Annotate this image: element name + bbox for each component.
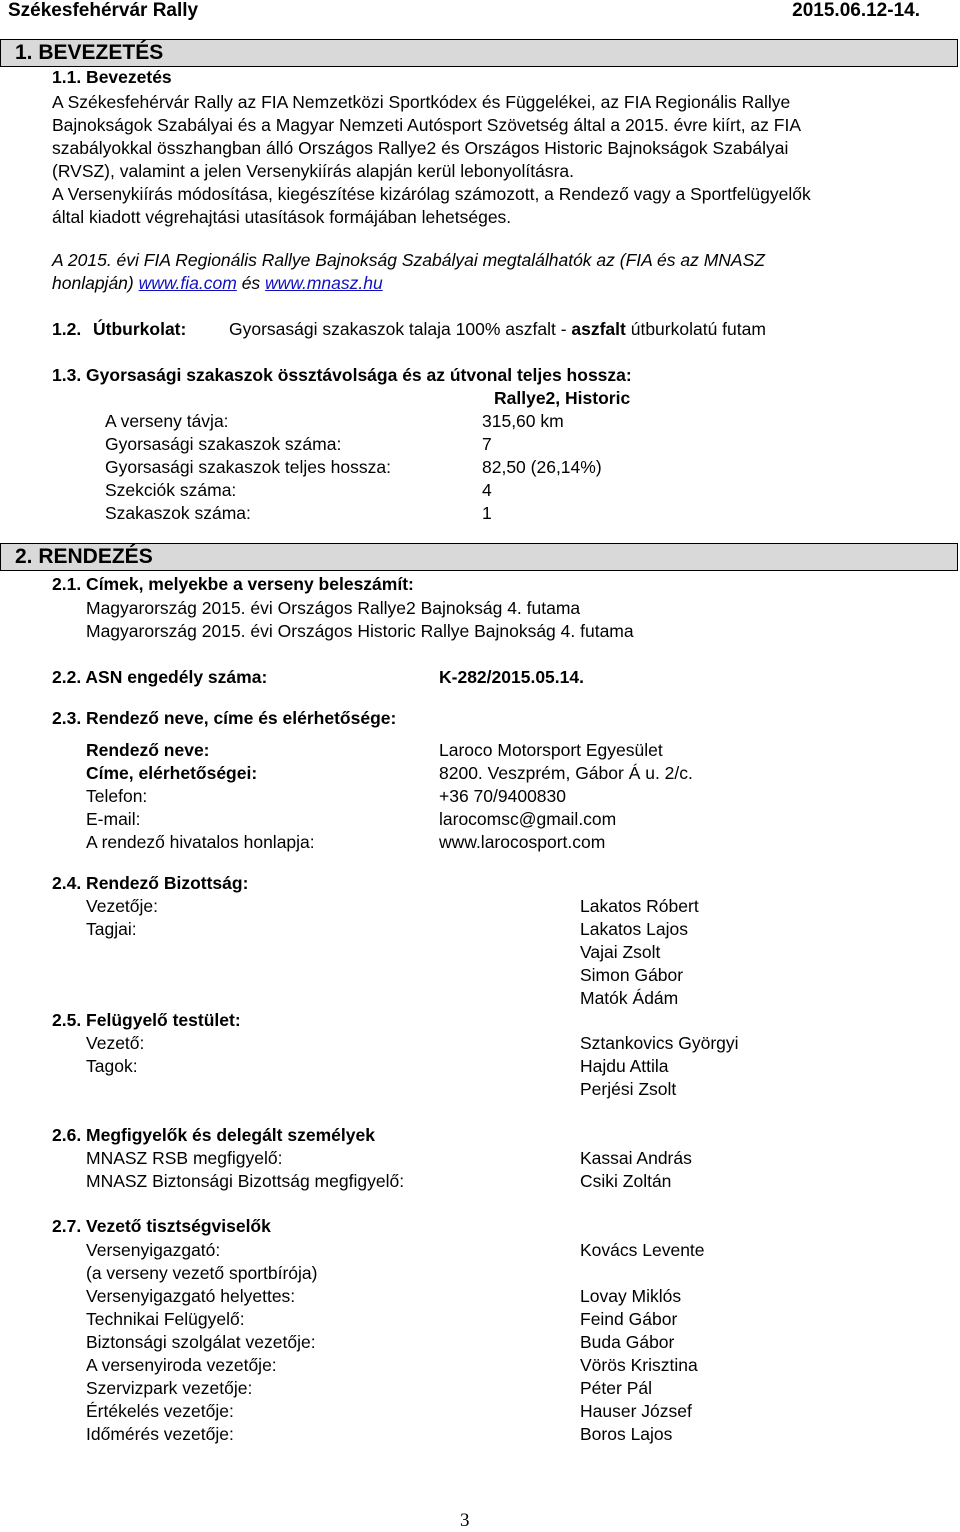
road-surface-desc: Gyorsasági szakaszok talaja 100% aszfalt -: [229, 319, 572, 339]
committee-leader: Lakatos Róbert: [580, 896, 699, 916]
paragraph-line: A Versenykiírás módosítása, kiegészítése kizárólag számozott, a Rendező vagy a Sportfelügyelők: [52, 184, 811, 204]
steward-member: Perjési Zsolt: [580, 1079, 677, 1099]
timing-chief-label: Időmérés vezetője:: [86, 1424, 234, 1444]
technical-steward-label: Technikai Felügyelő:: [86, 1309, 245, 1329]
stages-length-value: 82,50 (26,14%): [482, 457, 602, 477]
results-chief-label: Értékelés vezetője:: [86, 1401, 234, 1421]
results-chief: Hauser József: [580, 1401, 692, 1421]
observer-value: Kassai András: [580, 1148, 692, 1168]
paragraph-line: Bajnokságok Szabályai és a Magyar Nemzeti Autósport Szövetség által a 2015. évre kiírt, az FIA: [52, 115, 801, 135]
subsection-2-6-title: 2.6. Megfigyelők és delegált személyek: [52, 1125, 375, 1145]
committee-member: Lakatos Lajos: [580, 919, 688, 939]
legs-count-value: 1: [482, 503, 492, 523]
sections-count-value: 4: [482, 480, 492, 500]
road-surface-label: Útburkolat:: [93, 319, 187, 339]
fia-rules-line-2: [52, 273, 383, 294]
service-park-chief: Péter Pál: [580, 1378, 652, 1398]
subsection-2-5-title: 2.5. Felügyelő testület:: [52, 1010, 241, 1030]
paragraph-line: által kiadott végrehajtási utasítások formájában lehetséges.: [52, 207, 512, 227]
subsection-2-3-title: 2.3. Rendező neve, címe és elérhetősége:: [52, 708, 397, 728]
section-1-heading: 1. BEVEZETÉS: [15, 41, 164, 64]
asn-permit-number: K-282/2015.05.14.: [439, 667, 584, 687]
committee-member: Matók Ádám: [580, 988, 679, 1008]
rally-office-chief-label: A versenyiroda vezetője:: [86, 1355, 277, 1375]
steward-member: Hajdu Attila: [580, 1056, 669, 1076]
clerk-of-course-note: (a verseny vezető sportbírója): [86, 1263, 318, 1283]
rally-office-chief: Vörös Krisztina: [580, 1355, 698, 1375]
subsection-2-2-title: 2.2. ASN engedély száma:: [52, 667, 268, 687]
safety-chief-label: Biztonsági szolgálat vezetője:: [86, 1332, 316, 1352]
email-value: larocomsc@gmail.com: [439, 809, 617, 829]
road-surface-bold: aszfalt: [571, 319, 626, 339]
safety-chief: Buda Gábor: [580, 1332, 675, 1352]
committee-member: Vajai Zsolt: [580, 942, 661, 962]
championship-line: Magyarország 2015. évi Országos Rallye2 Bajnokság 4. futama: [86, 598, 581, 618]
subsection-1-3-title: 1.3. Gyorsasági szakaszok össztávolsága és az útvonal teljes hossza:: [52, 365, 632, 385]
deputy-clerk-label: Versenyigazgató helyettes:: [86, 1286, 296, 1306]
document-title: Székesfehérvár Rally: [8, 0, 199, 21]
organizer-address-value: 8200. Veszprém, Gábor Á u. 2/c.: [439, 763, 693, 783]
legs-count-label: Szakaszok száma:: [105, 503, 251, 523]
website-label: A rendező hivatalos honlapja:: [86, 832, 315, 852]
road-surface-text: [229, 319, 766, 340]
clerk-of-course-label: Versenyigazgató:: [86, 1240, 221, 1260]
website-value: www.larocosport.com: [439, 832, 606, 852]
stages-length-label: Gyorsasági szakaszok teljes hossza:: [105, 457, 391, 477]
subsection-1-2-number: 1.2.: [52, 319, 82, 339]
paragraph-line: (RVSZ), valamint a jelen Versenykiírás alapján kerül lebonyolításra.: [52, 161, 575, 181]
subsection-2-7-title: 2.7. Vezető tisztségviselők: [52, 1216, 271, 1236]
sections-count-label: Szekciók száma:: [105, 480, 237, 500]
safety-observer-value: Csiki Zoltán: [580, 1171, 672, 1191]
paragraph-line: A Székesfehérvár Rally az FIA Nemzetközi Sportkódex és Függelékei, az FIA Regionális Rallye: [52, 92, 791, 112]
committee-leader-label: Vezetője:: [86, 896, 158, 916]
stewards-members-label: Tagok:: [86, 1056, 138, 1076]
championship-line: Magyarország 2015. évi Országos Historic Rallye Bajnokság 4. futama: [86, 621, 634, 641]
subsection-2-1-title: 2.1. Címek, melyekbe a verseny beleszámít:: [52, 574, 414, 594]
technical-steward: Feind Gábor: [580, 1309, 678, 1329]
fia-rules-prefix: honlapján): [52, 273, 139, 293]
service-park-chief-label: Szervizpark vezetője:: [86, 1378, 253, 1398]
stages-count-value: 7: [482, 434, 492, 454]
safety-observer-label: MNASZ Biztonsági Bizottság megfigyelő:: [86, 1171, 405, 1191]
stewards-leader: Sztankovics Györgyi: [580, 1033, 739, 1053]
timing-chief: Boros Lajos: [580, 1424, 673, 1444]
committee-members-label: Tagjai:: [86, 919, 137, 939]
organizer-name-value: Laroco Motorsport Egyesület: [439, 740, 663, 760]
section-2-heading: 2. RENDEZÉS: [15, 545, 153, 568]
section-1-heading-bar: [0, 39, 958, 67]
organizer-name-label: Rendező neve:: [86, 740, 210, 760]
stages-count-label: Gyorsasági szakaszok száma:: [105, 434, 342, 454]
phone-value: +36 70/9400830: [439, 786, 567, 806]
committee-member: Simon Gábor: [580, 965, 684, 985]
email-label: E-mail:: [86, 809, 141, 829]
organizer-address-label: Címe, elérhetőségei:: [86, 763, 258, 783]
clerk-of-course: Kovács Levente: [580, 1240, 705, 1260]
mnasz-link[interactable]: www.mnasz.hu: [265, 273, 383, 293]
section-2-heading-bar: [0, 543, 958, 571]
observer-label: MNASZ RSB megfigyelő:: [86, 1148, 283, 1168]
fia-rules-line: A 2015. évi FIA Regionális Rallye Bajnokság Szabályai megtalálhatók az (FIA és az MNASZ: [52, 250, 765, 270]
event-dates: 2015.06.12-14.: [792, 0, 920, 21]
subsection-1-1-title: 1.1. Bevezetés: [52, 67, 172, 87]
road-surface-tail: útburkolatú futam: [625, 319, 766, 339]
fia-link[interactable]: www.fia.com: [138, 273, 237, 293]
subsection-2-4-title: 2.4. Rendező Bizottság:: [52, 873, 249, 893]
distance-label: A verseny távja:: [105, 411, 229, 431]
fia-rules-and: és: [236, 273, 266, 293]
page-number: 3: [460, 1510, 470, 1531]
category-column-header: Rallye2, Historic: [494, 388, 631, 408]
distance-value: 315,60 km: [482, 411, 564, 431]
deputy-clerk: Lovay Miklós: [580, 1286, 682, 1306]
stewards-leader-label: Vezető:: [86, 1033, 145, 1053]
paragraph-line: szabályokkal összhangban álló Országos Rallye2 és Országos Historic Bajnokságok Szabályai: [52, 138, 789, 158]
phone-label: Telefon:: [86, 786, 148, 806]
